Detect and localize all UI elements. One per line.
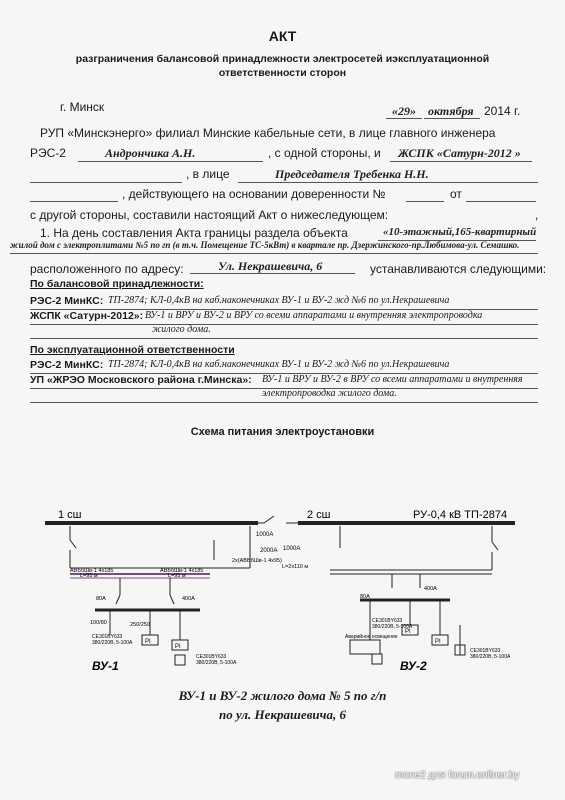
svg-text:1000А: 1000А — [283, 546, 301, 552]
svg-text:380/220В, 5-100А: 380/220В, 5-100А — [470, 654, 511, 660]
svg-text:PI: PI — [435, 639, 441, 645]
svg-text:PI: PI — [145, 639, 151, 645]
svg-text:L=2х110 м: L=2х110 м — [282, 564, 309, 570]
svg-text:PI: PI — [175, 644, 181, 650]
established-text: устанавливаются следующими: — [370, 262, 547, 276]
svg-text:380/220В, 5-100А: 380/220В, 5-100А — [92, 640, 133, 646]
document-subtitle-line2: ответственности сторон — [218, 67, 347, 79]
operational-row1-label: РЭС-2 МинКС: — [30, 359, 104, 371]
svg-text:1000А: 1000А — [256, 532, 274, 538]
balance-row2-text1: ВУ-1 и ВРУ и ВУ-2 и ВРУ со всеми аппаратами и внутренняя электропроводка — [145, 310, 483, 321]
svg-text:400А: 400А — [182, 596, 195, 602]
date-year: 2014 г. — [484, 104, 521, 118]
balance-row2-text2: жилого дома. — [152, 324, 211, 335]
svg-text:100/80: 100/80 — [90, 620, 107, 626]
power-supply-diagram — [0, 440, 565, 680]
clause1-text: 1. На день составления Акта границы раздела объекта — [40, 226, 348, 240]
document-subtitle-line1: разграничения балансовой принадлежности электросетей иэксплуатационной — [75, 53, 490, 65]
engineer-name: Андрончика А.Н. — [105, 146, 196, 160]
operational-heading: По эксплуатационной ответственности — [30, 344, 235, 356]
parties-res: РЭС-2 — [30, 146, 66, 160]
city: г. Минск — [60, 100, 105, 114]
vu2-label: ВУ-2 — [400, 659, 427, 673]
svg-text:2х(АВБбШв-1 4х95): 2х(АВБбШв-1 4х95) — [232, 558, 282, 564]
clause1-object-line1: «10-этажный,165-квартирный — [383, 226, 537, 238]
balance-row1-label: РЭС-2 МинКС: — [30, 295, 104, 307]
svg-text:СЕ301BY633: СЕ301BY633 — [470, 648, 501, 654]
other-side-text: с другой стороны, составили настоящий Акт о нижеследующем: — [30, 208, 389, 222]
acting-basis-text: , действующего на основании доверенности № — [122, 187, 386, 201]
svg-text:L=95 м: L=95 м — [168, 573, 186, 579]
ru-label: РУ-0,4 кВ ТП-2874 — [413, 509, 508, 521]
document-title: АКТ — [268, 28, 297, 44]
svg-text:250/250: 250/250 — [130, 622, 150, 628]
svg-text:СЕ301BY633: СЕ301BY633 — [196, 654, 227, 660]
address-value: Ул. Некрашевича, 6 — [218, 259, 323, 273]
vu1-label: ВУ-1 — [92, 659, 119, 673]
svg-text:L=95 м: L=95 м — [80, 573, 98, 579]
svg-text:80А: 80А — [360, 594, 370, 600]
balance-row1-text: ТП-2874; КЛ-0,4кВ на каб.наконечниках ВУ-1 и ВУ-2 жд №6 по ул.Некрашевича — [108, 295, 450, 306]
operational-row2-text2: электропроводка жилого дома. — [262, 388, 397, 399]
svg-text:80А: 80А — [96, 596, 106, 602]
operational-row2-text1: ВУ-1 и ВРУ и ВУ-2 в ВРУ со всеми аппаратами и внутренняя — [262, 374, 523, 385]
parties-org-text: РУП «Минскэнерго» филиал Минские кабельные сети, в лице главного инженера — [40, 126, 496, 140]
chairman-name: Председателя Требенка Н.Н. — [275, 167, 429, 181]
date-day: «29» — [392, 104, 416, 118]
operational-row1-text: ТП-2874; КЛ-0,4кВ на каб.наконечниках ВУ-1 и ВУ-2 жд №6 по ул.Некрашевича — [108, 359, 450, 370]
svg-text:АВБбШв-1 4х185: АВБбШв-1 4х185 — [70, 568, 114, 574]
balance-row2-label: ЖСПК «Сатурн-2012»: — [30, 310, 144, 322]
first-side-text: , с одной стороны, и — [268, 146, 381, 160]
address-label: расположенного по адресу: — [30, 262, 184, 276]
svg-text:АВБбШв-1 4х185: АВБбШв-1 4х185 — [160, 568, 204, 574]
operational-row2-label: УП «ЖРЭО Московского района г.Минска»: — [30, 374, 252, 386]
second-org: ЖСПК «Сатурн-2012 » — [398, 146, 521, 160]
svg-text:PI: PI — [405, 629, 411, 635]
svg-text:380/220В, 5-100А: 380/220В, 5-100А — [196, 660, 237, 666]
balance-heading: По балансовой принадлежности: — [30, 278, 204, 290]
in-person-text: , в лице — [186, 167, 230, 181]
date-month: октября — [428, 104, 474, 118]
scheme-caption-line2: по ул. Некрашевича, 6 — [218, 707, 346, 722]
from-text: от — [450, 187, 462, 201]
watermark: mone2 для forum.onliner.by — [395, 770, 520, 781]
svg-text:2000А: 2000А — [260, 548, 278, 554]
scheme-title: Схема питания электроустановки — [190, 426, 375, 438]
svg-text:380/220В, 5-100А: 380/220В, 5-100А — [372, 624, 413, 630]
bus-2-label: 2 сш — [307, 509, 331, 521]
svg-text:400А: 400А — [424, 586, 437, 592]
svg-text:СЕ301BY633: СЕ301BY633 — [92, 634, 123, 640]
bus-1-label: 1 сш — [58, 509, 82, 521]
scheme-caption-line1: ВУ-1 и ВУ-2 жилого дома № 5 по г/п — [178, 688, 387, 703]
svg-text:Аварийное освещение: Аварийное освещение — [345, 634, 398, 640]
svg-text:СЕ301BY633: СЕ301BY633 — [372, 618, 403, 624]
clause1-object-line2: жилой дом с электроплитами №5 по гп (в т.ч. Помещение ТС-5кВт) в квартале пр. Дзержинского-пр.Любимова-ул. Семашко. — [10, 240, 520, 250]
